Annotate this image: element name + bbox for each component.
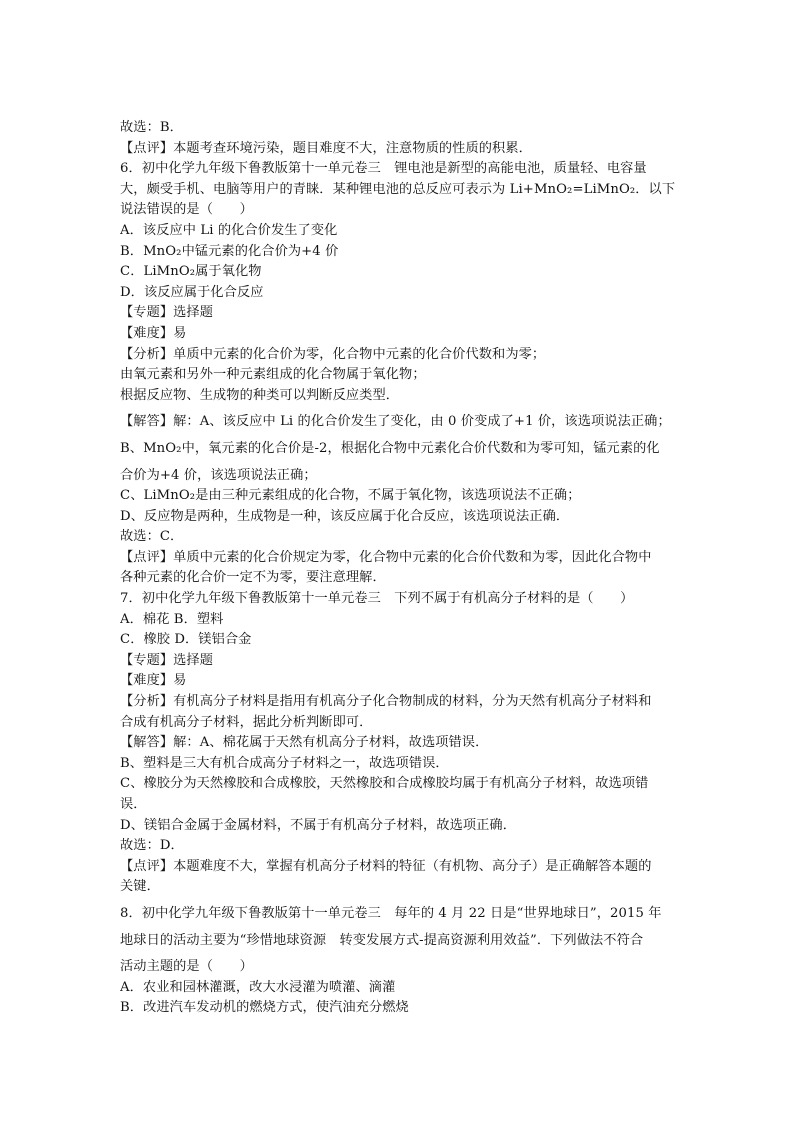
question-7-options: C．橡胶 D．镁铝合金 — [120, 632, 252, 648]
question-6-option-b: B．MnO₂中锰元素的化合价为+4 价 — [120, 243, 339, 259]
question-6-stem: 大，颇受手机、电脑等用户的青睐．某种锂电池的总反应可表示为 Li+MnO₂=LiMnO₂．以下 — [120, 181, 676, 197]
answer-line: 故选：C． — [120, 529, 184, 545]
comment-line: 关键． — [120, 879, 160, 895]
difficulty-line: 【难度】易 — [120, 325, 187, 341]
solution-line: 误． — [120, 797, 147, 812]
answer-line: 故选：D． — [120, 838, 184, 854]
question-6-stem: 说法错误的是（ ） — [120, 202, 253, 218]
solution-line: C、橡胶分为天然橡胶和合成橡胶，天然橡胶和合成橡胶均属于有机高分子材料，故选项错 — [120, 776, 649, 792]
analysis-line: 【分析】有机高分子材料是指用有机高分子化合物制成的材料，分为天然有机高分子材料和 — [120, 694, 652, 710]
question-8-option-a: A．农业和园林灌溉，改大水浸灌为喷灌、滴灌 — [120, 979, 396, 995]
question-8-stem: 活动主题的是（ ） — [120, 959, 253, 975]
comment-line: 【点评】本题难度不大，掌握有机高分子材料的特征（有机物、高分子）是正确解答本题的 — [120, 858, 652, 874]
analysis-line: 由氧元素和另外一种元素组成的化合物属于氧化物； — [120, 367, 426, 383]
comment-line: 【点评】本题考查环境污染，题目难度不大，注意物质的性质的积累． — [120, 140, 532, 156]
question-6-option-c: C．LiMnO₂属于氧化物 — [120, 264, 262, 280]
comment-line: 【点评】单质中元素的化合价规定为零，化合物中元素的化合价代数和为零，因此化合物中 — [120, 549, 652, 565]
topic-line: 【专题】选择题 — [120, 652, 214, 668]
question-6-option-d: D．该反应属于化合反应 — [120, 284, 264, 300]
solution-line: 合价为+4 价，该选项说法正确； — [120, 467, 317, 483]
question-6-option-a: A．该反应中 Li 的化合价发生了变化 — [120, 222, 338, 238]
question-8-option-b: B．改进汽车发动机的燃烧方式，使汽油充分燃烧 — [120, 1000, 409, 1016]
question-6-stem: 6．初中化学九年级下鲁教版第十一单元卷三 锂电池是新型的高能电池，质量轻、电容量 — [120, 161, 647, 177]
question-8-stem: 8．初中化学九年级下鲁教版第十一单元卷三 每年的 4 月 22 日是“世界地球日”，2015 年 — [120, 905, 662, 921]
question-8-stem: 地球日的活动主要为“珍惜地球资源 转变发展方式-提高资源利用效益”．下列做法不符合 — [120, 932, 644, 948]
analysis-line: 【分析】单质中元素的化合价为零，化合物中元素的化合价代数和为零； — [120, 346, 546, 362]
topic-line: 【专题】选择题 — [120, 305, 214, 321]
analysis-line: 合成有机高分子材料，据此分析判断即可． — [120, 714, 373, 730]
solution-line: B、塑料是三大有机合成高分子材料之一，故选项错误． — [120, 755, 449, 771]
solution-line: C、LiMnO₂是由三种元素组成的化合物，不属于氧化物，该选项说法不正确； — [120, 488, 581, 504]
document-body — [120, 118, 678, 1019]
answer-line: 故选：B． — [120, 120, 183, 135]
analysis-line: 根据反应物、生成物的种类可以判断反应类型． — [120, 387, 400, 403]
difficulty-line: 【难度】易 — [120, 673, 187, 689]
question-7-options: A．棉花 B．塑料 — [120, 611, 224, 627]
solution-line: D、反应物是两种，生成物是一种，该反应属于化合反应，该选项说法正确． — [120, 508, 570, 524]
question-7-stem: 7．初中化学九年级下鲁教版第十一单元卷三 下列不属于有机高分子材料的是（ ） — [120, 591, 634, 607]
solution-line: D、镁铝合金属于金属材料，不属于有机高分子材料，故选项正确． — [120, 817, 517, 833]
solution-line: 【解答】解：A、该反应中 Li 的化合价发生了变化，由 0 价变成了+1 价，该选项说法正确； — [120, 414, 671, 430]
solution-line: 【解答】解：A、棉花属于天然有机高分子材料，故选项错误． — [120, 735, 489, 751]
solution-line: B、MnO₂中，氧元素的化合价是-2，根据化合物中元素化合价代数和为零可知，锰元素的化 — [120, 440, 660, 456]
comment-line: 各种元素的化合价一定不为零，要注意理解． — [120, 570, 386, 586]
